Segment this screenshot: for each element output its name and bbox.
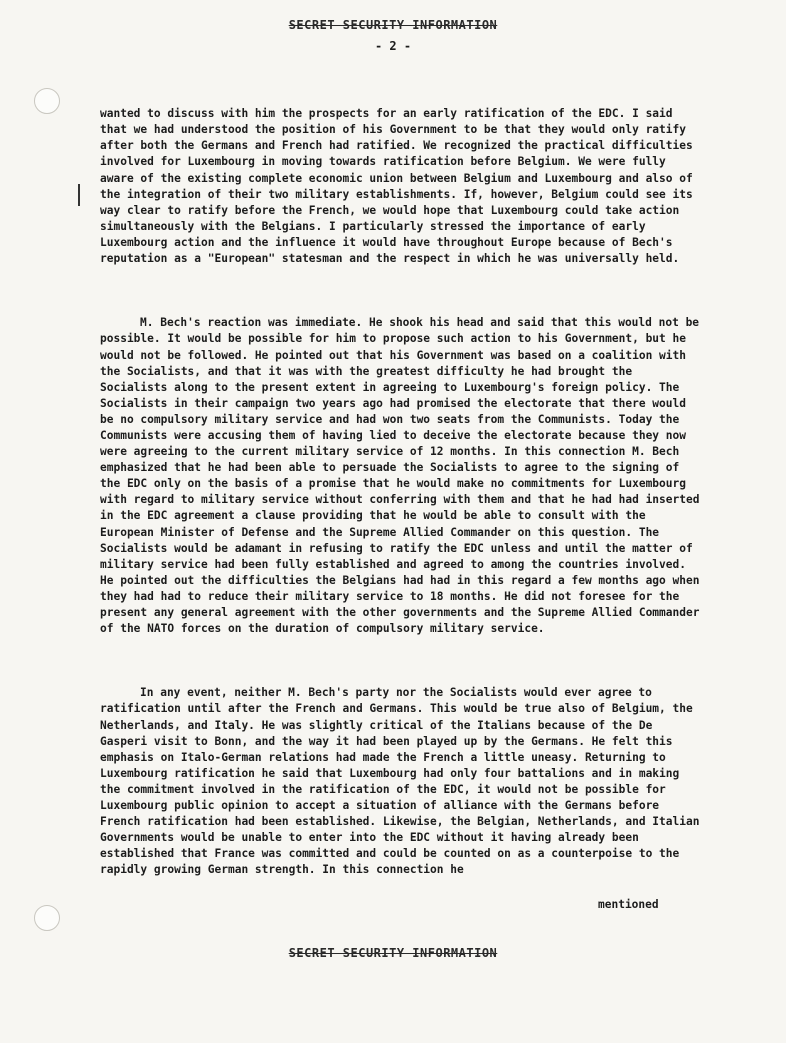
paragraph: M. Bech's reaction was immediate. He shook his head and said that this would not be possible. It would be possible for him to propose such action to his Government, but he would not be followed. He pointed out that his Government was based on a coalition with the Socialists, and that it was with the greatest difficulty he had brought the Socialists along to the present extent in agreeing to Luxembourg's foreign policy. The Socialists in their campaign two years ago had promised the electorate that there would be no compulsory military service and had won two seats from the Communists. Today the Communists were accusing them of having lied to deceive the electorate because they now were agreeing to the current military service of 12 months. In this connection M. Bech emphasized that he had been able to persuade the Socialists to agree to the signing of the EDC only on the basis of a promise that he would make no commitments for Luxembourg with regard to military service without conferring with them and that he had had inserted in the EDC agreement a clause providing that he would be able to consult with the European Minister of Defense and the Supreme Allied Commander on this question. The Socialists would be adamant in refusing to ratify the EDC unless and until the matter of military service had been fully established and agreed to among the countries involved. He pointed out the difficulties the Belgians had had in this regard a few months ago when they had had to reduce their military service to 18 months. He did not foresee for the present any general agreement with the other governments and the Supreme Allied Commander of the NATO forces on the duration of compulsory military service. — [100, 316, 707, 636]
footer-classification: SECRET SECURITY INFORMATION — [288, 946, 498, 960]
catchword: mentioned — [598, 898, 659, 911]
punch-hole — [34, 88, 60, 114]
paragraph: In any event, neither M. Bech's party nor the Socialists would ever agree to ratification until after the French and Germans. This would be true also of Belgium, the Netherlands, and Italy. He was slightly critical of the Italians because of the De Gasperi visit to Bonn, and the way it had been played up by the Germans. He felt this emphasis on Italo-German relations had made the French a little uneasy. Returning to Luxembourg ratification he said that Luxembourg had only four battalions and in making the commitment involved in the ratification of the EDC, it would not be possible for Luxembourg public opinion to accept a situation of alliance with the Germans before French ratification had been established. Likewise, the Belgian, Netherlands, and Italian Governments would be unable to enter into the EDC without it having already been established that France was committed and could be counted on as a counterpoise to the rapidly growing German strength. In this connection he — [100, 686, 707, 877]
document-body — [100, 74, 707, 927]
page-number: - 2 - — [374, 39, 412, 53]
header-classification: SECRET SECURITY INFORMATION — [288, 18, 498, 32]
paragraph: wanted to discuss with him the prospects for an early ratification of the EDC. I said that we had understood the position of his Government to be that they would only ratify after both the Germans and French had ratified. We recognized the practical difficulties involved for Luxembourg in moving towards ratification before Belgium. We were fully aware of the existing complete economic union between Belgium and Luxembourg and also of the integration of their two military establishments. If, however, Belgium could see its way clear to ratify before the French, we would hope that Luxembourg could take action simultaneously with the Belgians. I particularly stressed the importance of early Luxembourg action and the influence it would have throughout Europe because of Bech's reputation as a "European" statesman and the respect in which he was universally held. — [100, 107, 700, 266]
margin-mark — [78, 184, 80, 206]
punch-hole — [34, 905, 60, 931]
